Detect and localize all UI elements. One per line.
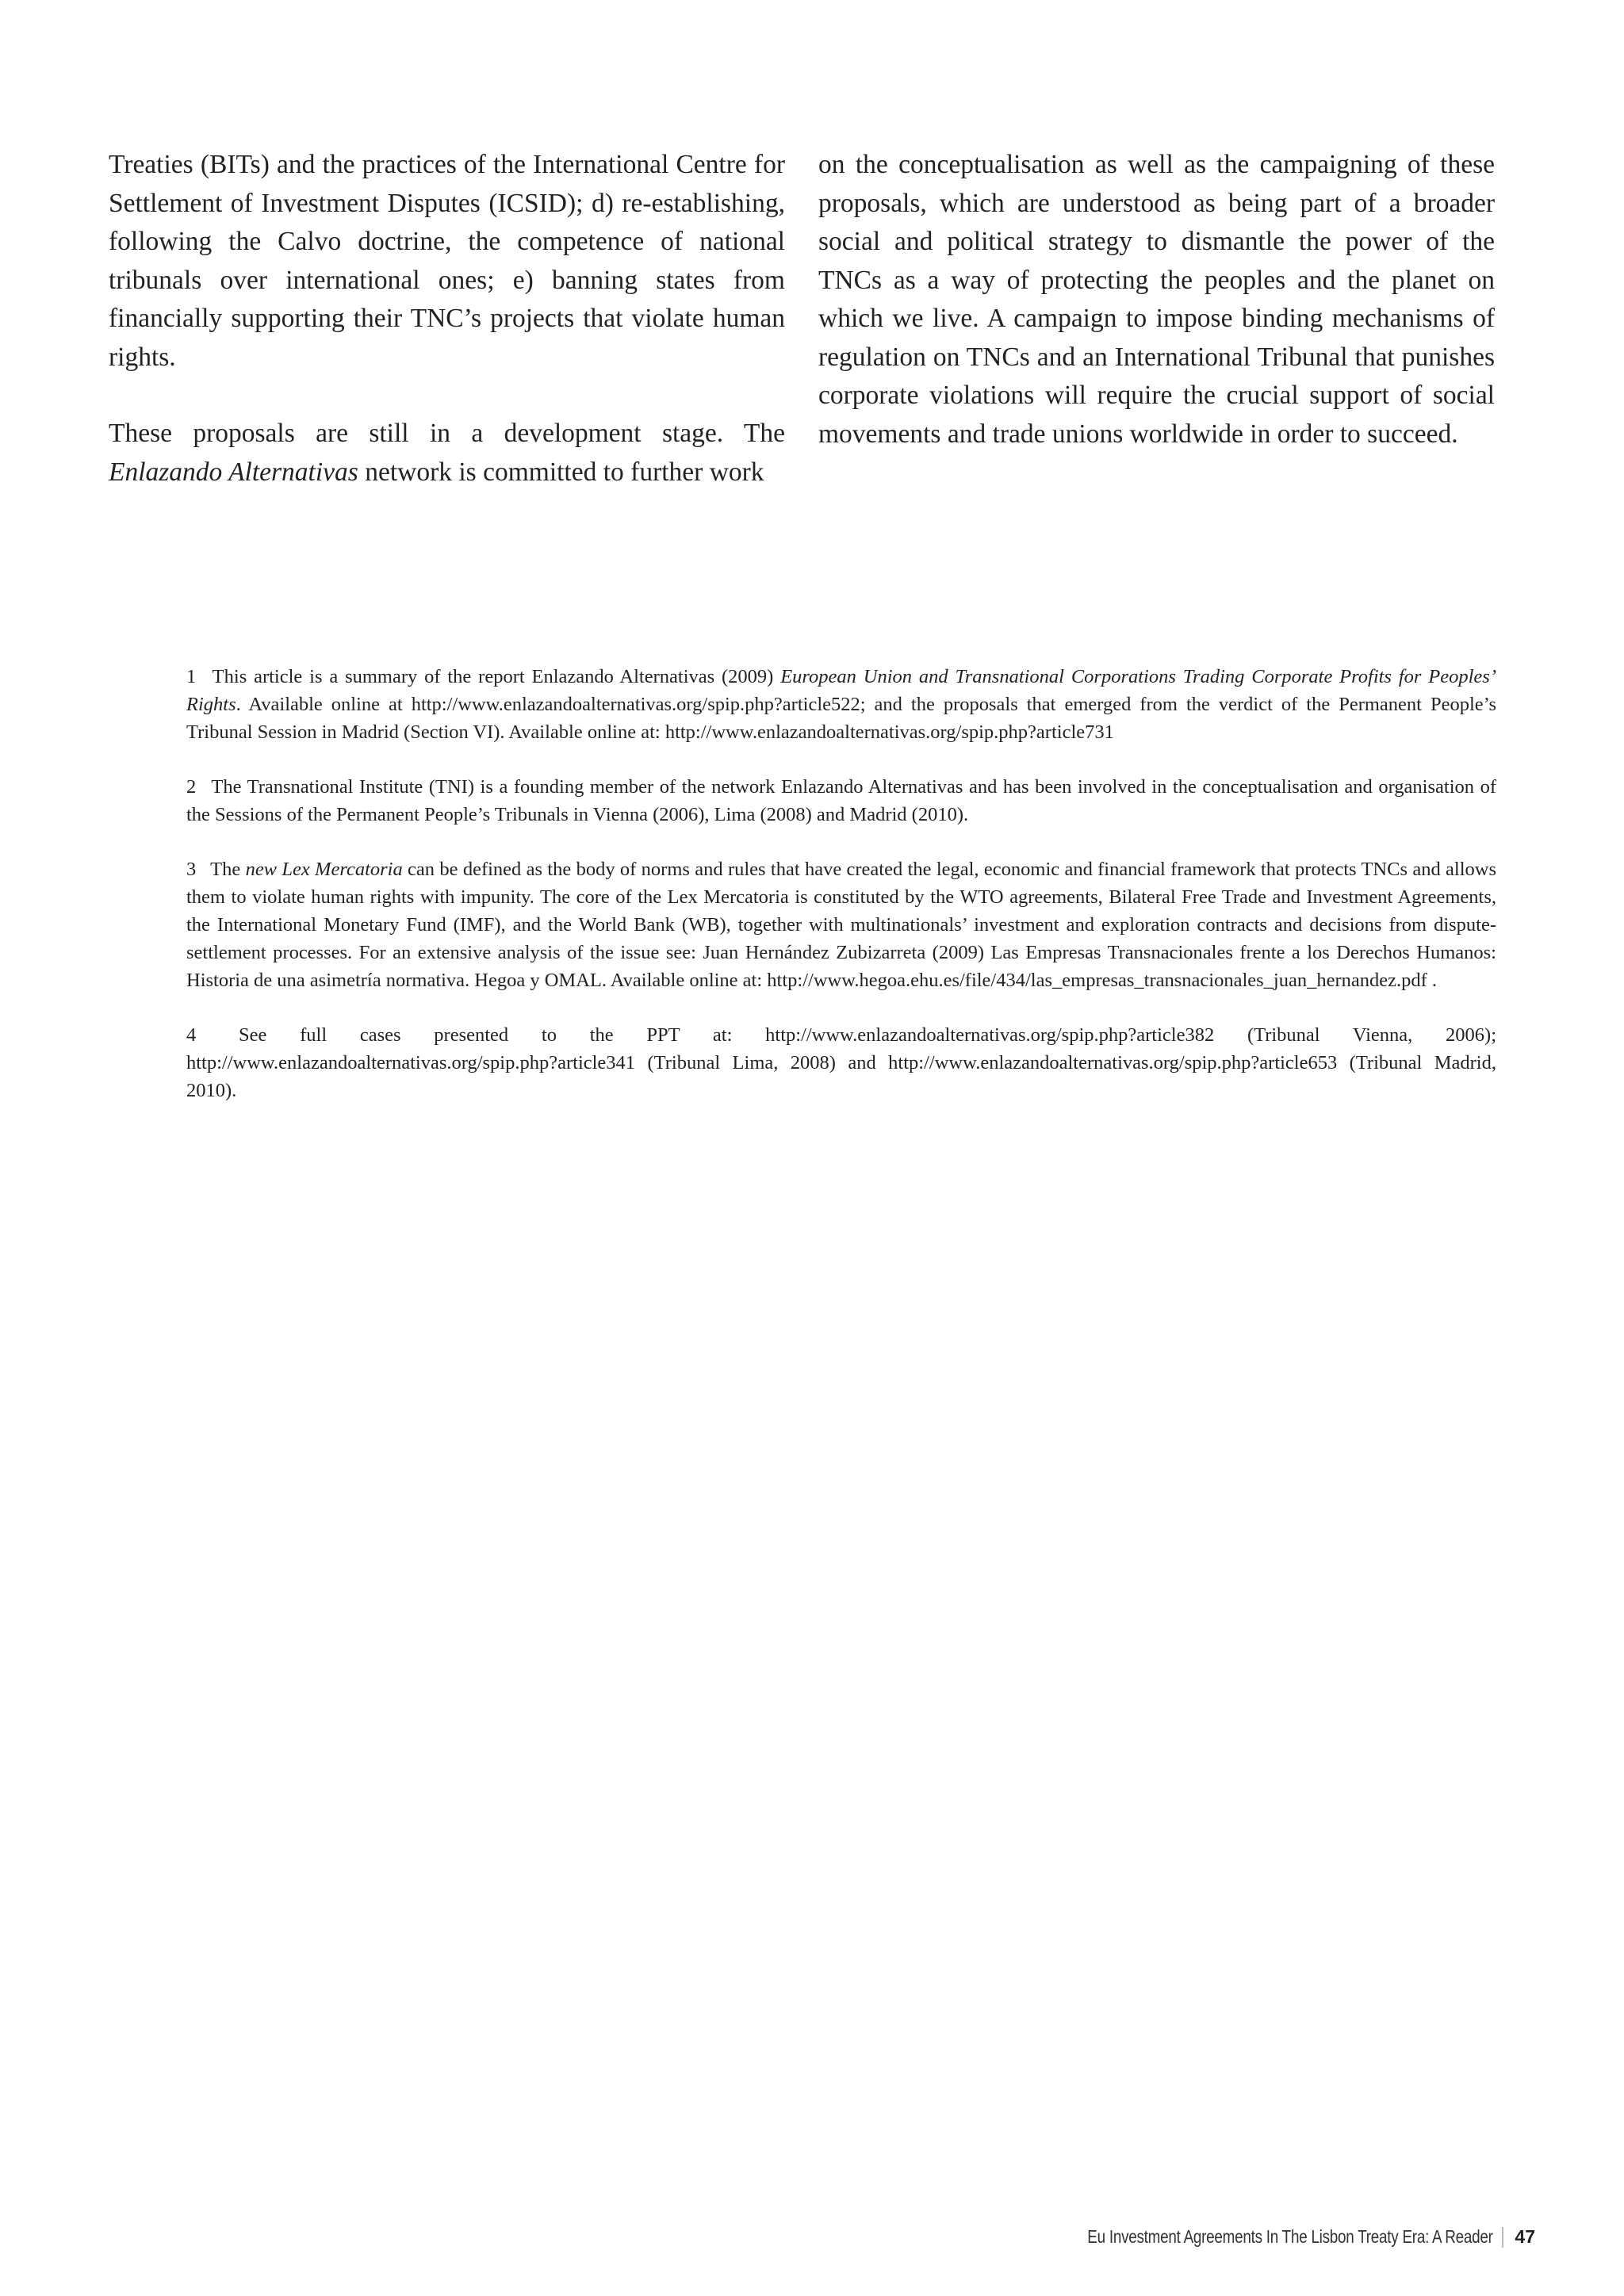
page-footer [998, 2226, 1535, 2248]
text-run: The Transnational Institute (TNI) is a founding member of the network Enlazando Alternativas and has been involved in the conceptualisation and organisation of the Sessions of the Permanent People’s Tribunals in Vienna (2006), Lima (2008) and Madrid (2010). [186, 776, 1496, 825]
page-number: 47 [1515, 2226, 1535, 2247]
text-run: network is committed to further work [358, 457, 764, 487]
italic-text-run: new Lex Mercatoria [245, 859, 403, 880]
footnote-2 [186, 773, 1496, 828]
left-column [109, 146, 785, 492]
text-run: . Available online at http://www.enlazandoalternativas.org/spip.php?article522; and the proposals that emerged from the verdict of the Permanent People’s Tribunal Session in Madrid (Section VI). Available online at: http://www.enlazandoalternativas.org/spip.php?article731 [186, 694, 1496, 743]
footnotes [186, 663, 1496, 1131]
footnote-number: 2 [186, 776, 197, 798]
footnote-number: 1 [186, 666, 197, 687]
paragraph [109, 146, 785, 377]
italic-text-run: European Union and Transnational Corporations Trading Corporate Profits for Peoples’ Rights [186, 666, 1496, 715]
footnote-1 [186, 663, 1496, 746]
text-run: This article is a summary of the report Enlazando Alternativas (2009) [212, 666, 781, 687]
text-run: on the conceptualisation as well as the campaigning of these proposals, which are understood as being part of a broader social and political strategy to dismantle the power of the TNCs as a way of protecting the peoples and the planet on which we live. A campaign to impose binding mechanisms of regulation on TNCs and an International Tribunal that punishes corporate violations will require the crucial support of social movements and trade unions worldwide in order to succeed. [818, 150, 1495, 449]
footnote-4 [186, 1021, 1496, 1104]
paragraph [818, 146, 1495, 453]
italic-text-run: Enlazando Alternativas [109, 457, 358, 487]
paragraph [109, 415, 785, 492]
text-run: See full cases presented to the PPT at: http://www.enlazandoalternativas.org/spip.php?article382 (Tribunal Vienna, 2006); http://www.enlazandoalternativas.org/spip.php?article341 (Tribunal Lima, 2008) and http://www.enlazandoalternativas.org/spip.php?article653 (Tribunal Madrid, 2010). [186, 1024, 1497, 1101]
right-column [818, 146, 1495, 492]
text-run: The [210, 859, 246, 880]
text-run: Treaties (BITs) and the practices of the International Centre for Settlement of Investment Disputes (ICSID); d) re-establishing, following the Calvo doctrine, the competence of national tribunals over international ones; e) banning states from financially supporting their TNC’s projects that violate human rights. [109, 150, 785, 372]
running-title: Eu Investment Agreements In The Lisbon Treaty Era: A Reader [1086, 2226, 1493, 2247]
text-run: can be defined as the body of norms and rules that have created the legal, economic and financial framework that protects TNCs and allows them to violate human rights with impunity. The core of the Lex Mercatoria is constituted by the WTO agreements, Bilateral Free Trade and Investment Agreements, the International Monetary Fund (IMF), and the World Bank (WB), together with multinationals’ investment and exploration contracts and decisions from dispute-settlement processes. For an extensive analysis of the issue see: Juan Hernández Zubizarreta (2009) Las Empresas Transnacionales frente a los Derechos Humanos: Historia de una asimetría normativa. Hegoa y OMAL. Available online at: http://www.hegoa.ehu.es/file/434/las_empresas_transnacionales_juan_hernandez.pdf . [186, 859, 1496, 991]
footnote-number: 3 [186, 859, 197, 880]
footnote-number: 4 [186, 1024, 197, 1046]
body-text [109, 146, 1495, 492]
footnote-3 [186, 855, 1496, 994]
footer-divider [1502, 2227, 1503, 2248]
text-run: These proposals are still in a development stage. The [109, 419, 785, 448]
